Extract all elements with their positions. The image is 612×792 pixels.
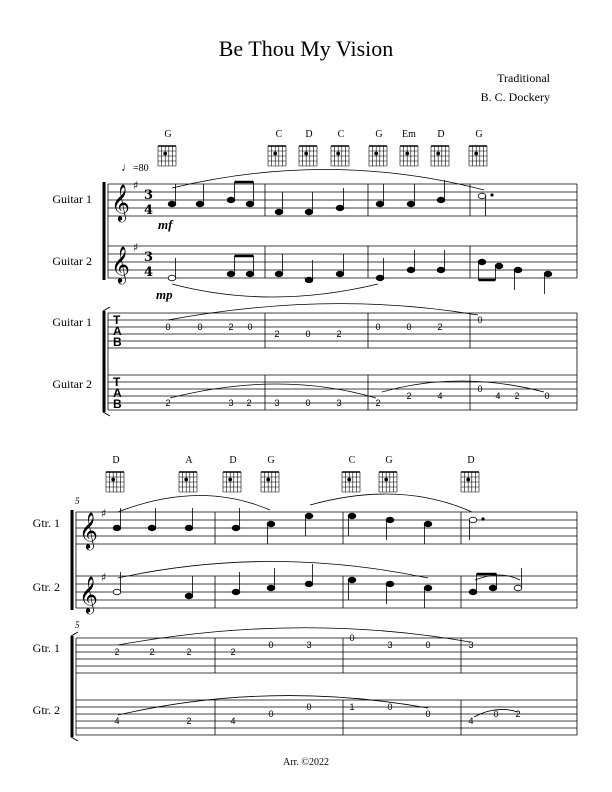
part-label-guitar1: Guitar 1	[52, 192, 92, 206]
tab-fret: 0	[387, 702, 393, 712]
dynamic-mf: mf	[158, 217, 173, 232]
slur	[310, 494, 472, 512]
treble-clef-icon: 𝄞	[79, 511, 98, 549]
tab-fret: 4	[114, 716, 120, 726]
tab-fret: 0	[425, 709, 431, 719]
note-head	[478, 259, 486, 265]
chord-diagram-icon	[223, 472, 241, 492]
note-head	[267, 521, 275, 527]
note-head	[168, 201, 176, 207]
notes-s2-g2	[113, 564, 522, 608]
chord-diagram-icon	[469, 146, 487, 166]
composer-credit: Traditional	[497, 71, 550, 85]
tab-label-guitar1: Guitar 1	[52, 315, 92, 329]
slur	[172, 169, 484, 190]
chord-diagram-icon	[369, 146, 387, 166]
note-head-half	[514, 585, 522, 591]
chord-diagram-icon	[299, 146, 317, 166]
chord-diagram-icon	[431, 146, 449, 166]
chord-diagram-icon	[261, 472, 279, 492]
tab-fret: 2	[186, 716, 192, 726]
chord-name: A	[185, 455, 193, 466]
chord-name: D	[467, 455, 475, 466]
chord-diagrams	[106, 146, 487, 492]
note-head	[227, 197, 235, 203]
tab-fret: 2	[165, 398, 171, 408]
slur	[172, 284, 378, 297]
notes-s1-g2	[168, 250, 552, 294]
note-head	[489, 585, 497, 591]
note-head	[196, 201, 204, 207]
tab-fret: 2	[514, 391, 520, 401]
chord-name: G	[475, 129, 483, 140]
note-head	[348, 513, 356, 519]
tab-clefs	[113, 313, 122, 411]
part-label-guitar2: Guitar 2	[52, 254, 92, 268]
tab-fret: 2	[274, 329, 280, 339]
slur	[118, 562, 428, 579]
chord-diagram-icon	[268, 146, 286, 166]
note-head	[275, 271, 283, 277]
treble-clef-icon: 𝄞	[79, 575, 98, 613]
tab-label-gtr2: Gtr. 2	[32, 703, 60, 717]
chord-name: D	[437, 129, 445, 140]
note-head	[376, 275, 384, 281]
tab-clef-icon: A	[113, 324, 122, 338]
chord-diagram-icon	[461, 472, 479, 492]
tab-fret: 0	[477, 315, 483, 325]
chord-name: D	[229, 455, 237, 466]
tab-slur	[118, 628, 470, 645]
chord-name: C	[275, 129, 283, 140]
copyright-footer: Arr. ©2022	[283, 757, 329, 768]
tab-fret: 0	[493, 709, 499, 719]
tab-fret: 2	[336, 329, 342, 339]
tab-fret: 2	[437, 322, 443, 332]
notes-s1-g1	[168, 180, 493, 216]
tab-fret: 0	[197, 322, 203, 332]
note-head	[376, 201, 384, 207]
dynamic-mp: mp	[156, 287, 173, 302]
quarter-note-icon: ♩	[121, 160, 133, 174]
tab-fret: 1	[349, 702, 355, 712]
notes-s2-g1	[113, 508, 484, 544]
chord-diagram-icon	[379, 472, 397, 492]
note-head	[148, 525, 156, 531]
tab-fret: 0	[349, 633, 355, 643]
note-head	[246, 271, 254, 277]
tab-fret: 0	[306, 702, 312, 712]
note-head	[185, 593, 193, 599]
tab-label-gtr1: Gtr. 1	[32, 641, 60, 655]
tab-fret: 0	[425, 640, 431, 650]
note-head	[275, 209, 283, 215]
tab-fret: 2	[228, 322, 234, 332]
tab-slur	[168, 304, 478, 320]
part-label-gtr1: Gtr. 1	[32, 516, 60, 530]
tab-fret: 3	[336, 398, 342, 408]
note-head-half	[478, 193, 486, 199]
note-head	[495, 263, 503, 269]
note-head	[267, 585, 275, 591]
tab-clef-icon: B	[113, 397, 122, 411]
tab-fret: 2	[186, 647, 192, 657]
tab-fret: 2	[230, 647, 236, 657]
tab-fret: 0	[165, 322, 171, 332]
chord-diagram-icon	[331, 146, 349, 166]
treble-clef-icon: 𝄞	[111, 183, 130, 221]
note-head	[185, 525, 193, 531]
note-head	[348, 577, 356, 583]
note-head	[437, 197, 445, 203]
tab-fret: 3	[387, 640, 393, 650]
system-brackets	[71, 182, 110, 741]
chord-diagram-icon	[342, 472, 360, 492]
sharp-icon: ♯	[133, 179, 139, 192]
tab-fret: 2	[149, 647, 155, 657]
tab-clef-icon: A	[113, 386, 122, 400]
tab-fret: 4	[437, 391, 443, 401]
tab-fret: 0	[406, 322, 412, 332]
tab-fret: 2	[114, 647, 120, 657]
tab-fret: 0	[477, 384, 483, 394]
chord-name: G	[164, 129, 172, 140]
song-title: Be Thou My Vision	[218, 36, 394, 61]
note-head	[305, 209, 313, 215]
time-signature: 4	[144, 203, 154, 218]
chord-diagram-icon	[400, 146, 418, 166]
tab-numbers-s2	[114, 633, 520, 726]
note-head-half	[168, 275, 176, 281]
tab-numbers-s1	[165, 315, 549, 408]
note-head	[336, 271, 344, 277]
measure-number-tab: 5	[75, 620, 80, 630]
note-head	[407, 201, 415, 207]
chord-name: C	[337, 129, 345, 140]
note-head	[232, 525, 240, 531]
chord-name: G	[375, 129, 383, 140]
tab-fret: 3	[468, 640, 474, 650]
chord-name: G	[385, 455, 393, 466]
note-head	[113, 525, 121, 531]
sharp-icon: ♯	[101, 507, 107, 520]
tab-clef-icon: T	[113, 375, 121, 389]
tab-fret: 2	[375, 398, 381, 408]
chord-diagram-icon	[158, 146, 176, 166]
note-head	[424, 521, 432, 527]
treble-clef-icon: 𝄞	[111, 245, 130, 283]
chord-name: D	[112, 455, 120, 466]
chord-diagram-icon	[179, 472, 197, 492]
tab-fret: 4	[468, 716, 474, 726]
tab-fret: 2	[406, 391, 412, 401]
note-head	[336, 205, 344, 211]
note-head	[544, 271, 552, 277]
tempo-value: =80	[133, 163, 149, 174]
note-head	[305, 581, 313, 587]
tab-fret: 4	[495, 391, 501, 401]
note-head	[386, 581, 394, 587]
time-signature: 4	[144, 265, 154, 280]
tab-fret: 4	[230, 716, 236, 726]
tab-fret: 0	[305, 398, 311, 408]
note-head	[227, 271, 235, 277]
chord-name: D	[305, 129, 313, 140]
sharp-icon: ♯	[133, 241, 139, 254]
time-signature: 3	[144, 188, 154, 203]
tab-fret: 0	[305, 329, 311, 339]
arranger-credit: B. C. Dockery	[480, 90, 550, 104]
sharp-icon: ♯	[101, 571, 107, 584]
chord-name: Em	[402, 129, 416, 140]
note-head	[386, 517, 394, 523]
measure-number: 5	[75, 496, 80, 506]
note-head	[437, 267, 445, 273]
note-head	[424, 585, 432, 591]
tab-fret: 0	[544, 391, 550, 401]
slur	[118, 495, 270, 512]
tab-fret: 0	[375, 322, 381, 332]
tab-fret: 3	[306, 640, 312, 650]
chord-name: C	[348, 455, 356, 466]
tab-fret: 0	[268, 640, 274, 650]
tab-fret: 0	[247, 322, 253, 332]
time-signature: 3	[144, 250, 154, 265]
note-head	[514, 267, 522, 273]
tab-fret: 0	[268, 709, 274, 719]
note-head-half	[113, 589, 121, 595]
note-head-half	[469, 517, 477, 523]
tab-fret: 2	[246, 398, 252, 408]
note-head	[305, 513, 313, 519]
chord-diagram-icon	[106, 472, 124, 492]
tab-clef-icon: B	[113, 335, 122, 349]
note-head	[246, 201, 254, 207]
chord-name: G	[267, 455, 275, 466]
part-label-gtr2: Gtr. 2	[32, 580, 60, 594]
tab-label-guitar2: Guitar 2	[52, 377, 92, 391]
note-head	[469, 589, 477, 595]
tab-fret: 2	[515, 709, 521, 719]
tab-fret: 3	[228, 398, 234, 408]
tab-fret: 3	[274, 398, 280, 408]
tab-clef-icon: T	[113, 313, 121, 327]
note-head	[232, 589, 240, 595]
note-head	[407, 267, 415, 273]
